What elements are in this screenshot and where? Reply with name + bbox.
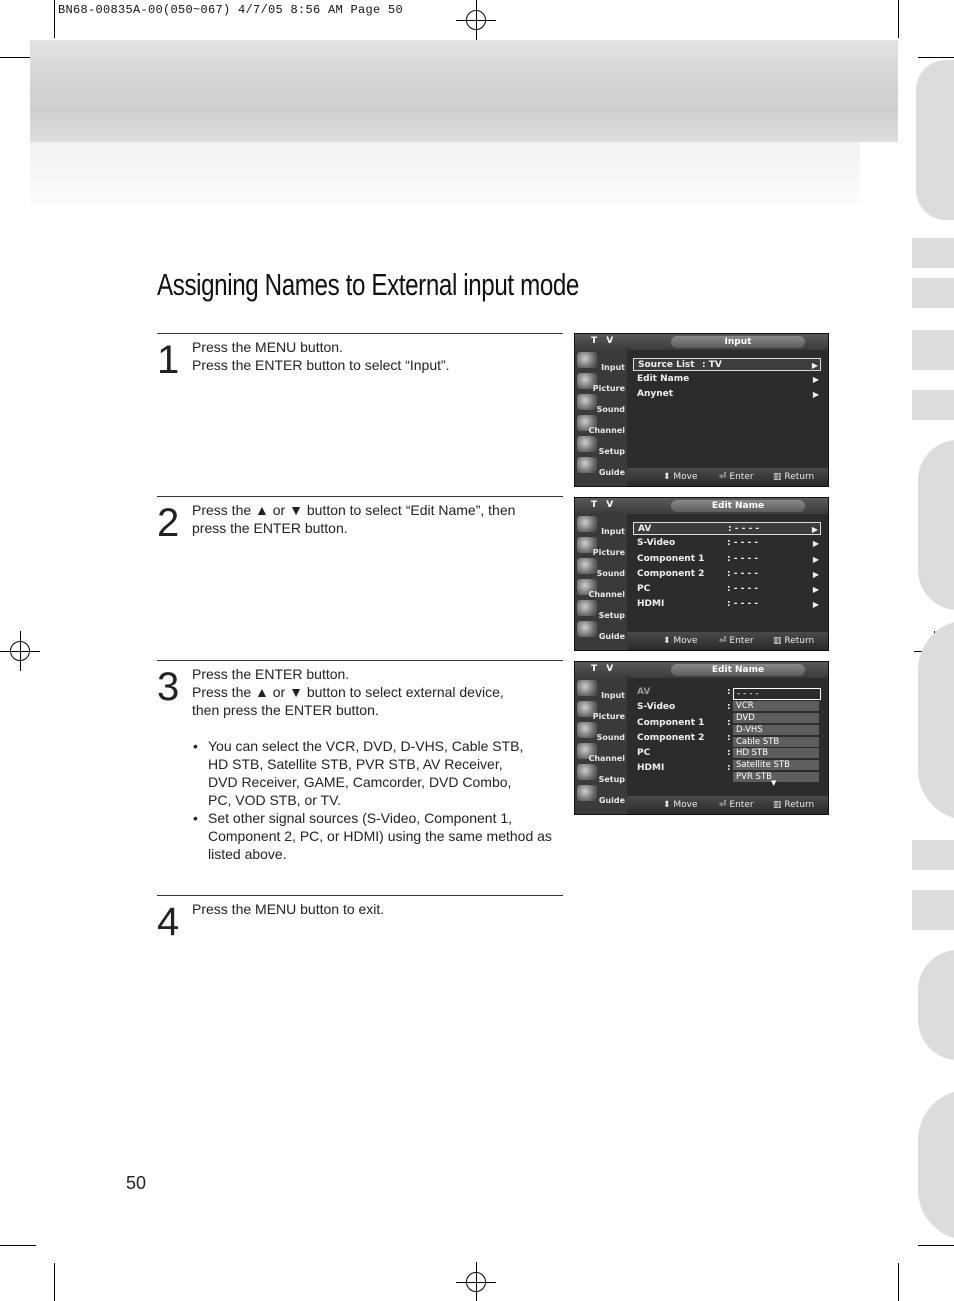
osd-screen-edit-name [574,497,829,651]
setup-icon [577,764,597,780]
dropdown-option[interactable]: Cable STB [733,737,819,748]
step-divider [157,496,563,497]
step-line: Press the ▲ or ▼ button to select “Edit Name”, then [192,502,516,518]
return-hint: ▥ Return [773,636,815,646]
step-line: then press the ENTER button. [192,702,379,718]
crop-mark [898,0,899,38]
crop-mark [898,1263,899,1301]
dropdown-selected[interactable]: - - - - [733,688,821,700]
osd-row-component-1[interactable]: Component 1 : [637,718,731,728]
osd-footer [627,796,828,814]
osd-menu-picture[interactable]: Picture [577,373,625,393]
page-title: Assigning Names to External input mode [157,267,579,302]
input-icon [577,516,597,532]
osd-menu-title: Edit Name [671,664,805,676]
step-line: Press the MENU button. [192,339,343,355]
osd-menu-setup[interactable]: Setup [577,600,625,620]
osd-menu-guide[interactable]: Guide [577,457,625,477]
osd-row-component-2[interactable]: Component 2 : [637,733,731,743]
osd-row-av[interactable]: AV : [637,687,731,697]
osd-row-component-2[interactable]: Component 2 : - - - - ▶ [637,569,819,579]
step-line: Press the ENTER button. [192,666,350,682]
osd-content [631,354,823,464]
osd-menu-title: Edit Name [671,500,805,512]
guide-icon [577,457,597,473]
osd-row-component-1[interactable]: Component 1 : - - - - ▶ [637,554,819,564]
osd-menu-channel[interactable]: Channel [577,415,625,435]
osd-row-pc[interactable]: PC : - - - - ▶ [637,584,819,594]
guide-icon [577,621,597,637]
osd-sidebar [575,514,627,650]
osd-screen-edit-name-dropdown [574,661,829,815]
osd-row-hdmi[interactable]: HDMI : - - - - ▶ [637,599,819,609]
dropdown-option[interactable]: VCR [733,701,819,712]
step-instructions [192,665,554,863]
step-instructions [192,338,450,374]
guide-icon [577,785,597,801]
osd-row-s-video[interactable]: S-Video : [637,702,731,712]
osd-header [575,662,828,678]
note-bullet: • You can select the VCR, DVD, D-VHS, Cable STB, HD STB, Satellite STB, PVR STB, AV Receiver, DVD Receiver, GAME, Camcorder, DVD Combo, PC, VOD STB, or TV. [192,737,527,809]
setup-icon [577,600,597,616]
step-line: Press the ENTER button to select “Input”. [192,357,450,373]
dropdown-option[interactable]: HD STB [733,748,819,759]
step-number: 1 [157,338,180,382]
osd-menu-input[interactable]: Input [577,516,625,536]
crop-mark [54,1263,55,1301]
header-banner [30,40,898,142]
crop-mark [0,1245,36,1246]
return-hint: ▥ Return [773,472,815,482]
sound-icon [577,722,597,738]
osd-footer [627,632,828,650]
registration-mark-icon [456,0,496,40]
osd-menu-setup[interactable]: Setup [577,436,625,456]
dropdown-option[interactable]: DVD [733,713,819,724]
osd-menu-sound[interactable]: Sound [577,394,625,414]
osd-tv-label: T V [591,664,617,674]
osd-header [575,498,828,514]
osd-menu-sound[interactable]: Sound [577,722,625,742]
osd-tv-label: T V [591,500,617,510]
step-number: 2 [157,501,180,545]
osd-row-s-video[interactable]: S-Video : - - - - ▶ [637,538,819,548]
step-line: press the ENTER button. [192,520,348,536]
move-hint: ⬍ Move [663,472,698,482]
osd-sidebar [575,678,627,814]
return-hint: ▥ Return [773,800,815,810]
step-line: Press the MENU button to exit. [192,901,385,917]
step-line: Press the ▲ or ▼ button to select external device, [192,684,504,700]
step-divider [157,895,563,896]
osd-row-hdmi[interactable]: HDMI : [637,763,731,773]
osd-menu-picture[interactable]: Picture [577,701,625,721]
sound-icon [577,394,597,410]
osd-menu-channel[interactable]: Channel [577,579,625,599]
osd-menu-sound[interactable]: Sound [577,558,625,578]
step-number: 4 [157,900,180,944]
osd-footer [627,468,828,486]
dropdown-option[interactable]: PVR STB [733,772,819,783]
osd-menu-channel[interactable]: Channel [577,743,625,763]
osd-content [631,518,823,628]
step-instructions [192,501,515,537]
osd-menu-input[interactable]: Input [577,352,625,372]
osd-header [575,334,828,350]
setup-icon [577,436,597,452]
print-slug: BN68-00835A-00(050~067) 4/7/05 8:56 AM Page 50 [58,3,404,17]
osd-tv-label: T V [591,336,617,346]
page-number: 50 [126,1173,147,1193]
enter-hint: ⏎ Enter [719,472,754,482]
crop-mark [54,0,55,38]
dropdown-option[interactable]: Satellite STB [733,760,819,771]
osd-row-av[interactable]: AV : - - - - ▶ [633,522,821,535]
header-banner-fade [30,142,860,204]
registration-mark-icon [456,1262,496,1301]
step-divider [157,333,563,334]
osd-menu-input[interactable]: Input [577,680,625,700]
enter-hint: ⏎ Enter [719,800,754,810]
registration-mark-icon [0,631,40,671]
input-icon [577,680,597,696]
osd-screen-input [574,333,829,487]
osd-row-source-list[interactable]: Source List : TV ▶ [633,358,821,371]
osd-row-edit-name[interactable]: Edit Name ▶ [637,374,819,384]
input-icon [577,352,597,368]
osd-row-anynet[interactable]: Anynet ▶ [637,389,819,399]
osd-menu-guide[interactable]: Guide [577,785,625,805]
scroll-down-icon[interactable]: ▼ [771,779,777,787]
enter-hint: ⏎ Enter [719,636,754,646]
step-divider [157,660,563,661]
step-instructions [192,900,384,918]
osd-menu-title: Input [671,336,805,348]
osd-sidebar [575,350,627,486]
move-hint: ⬍ Move [663,800,698,810]
osd-row-pc[interactable]: PC : [637,748,731,758]
step-notes [192,737,554,863]
osd-menu-guide[interactable]: Guide [577,621,625,641]
side-decoration [912,40,954,1250]
note-bullet: • Set other signal sources (S-Video, Component 1, Component 2, PC, or HDMI) using the same method as listed above. [192,809,552,863]
osd-menu-picture[interactable]: Picture [577,537,625,557]
sound-icon [577,558,597,574]
device-name-dropdown[interactable] [733,688,821,787]
dropdown-option[interactable]: D-VHS [733,725,819,736]
step-number: 3 [157,665,180,709]
osd-menu-setup[interactable]: Setup [577,764,625,784]
move-hint: ⬍ Move [663,636,698,646]
